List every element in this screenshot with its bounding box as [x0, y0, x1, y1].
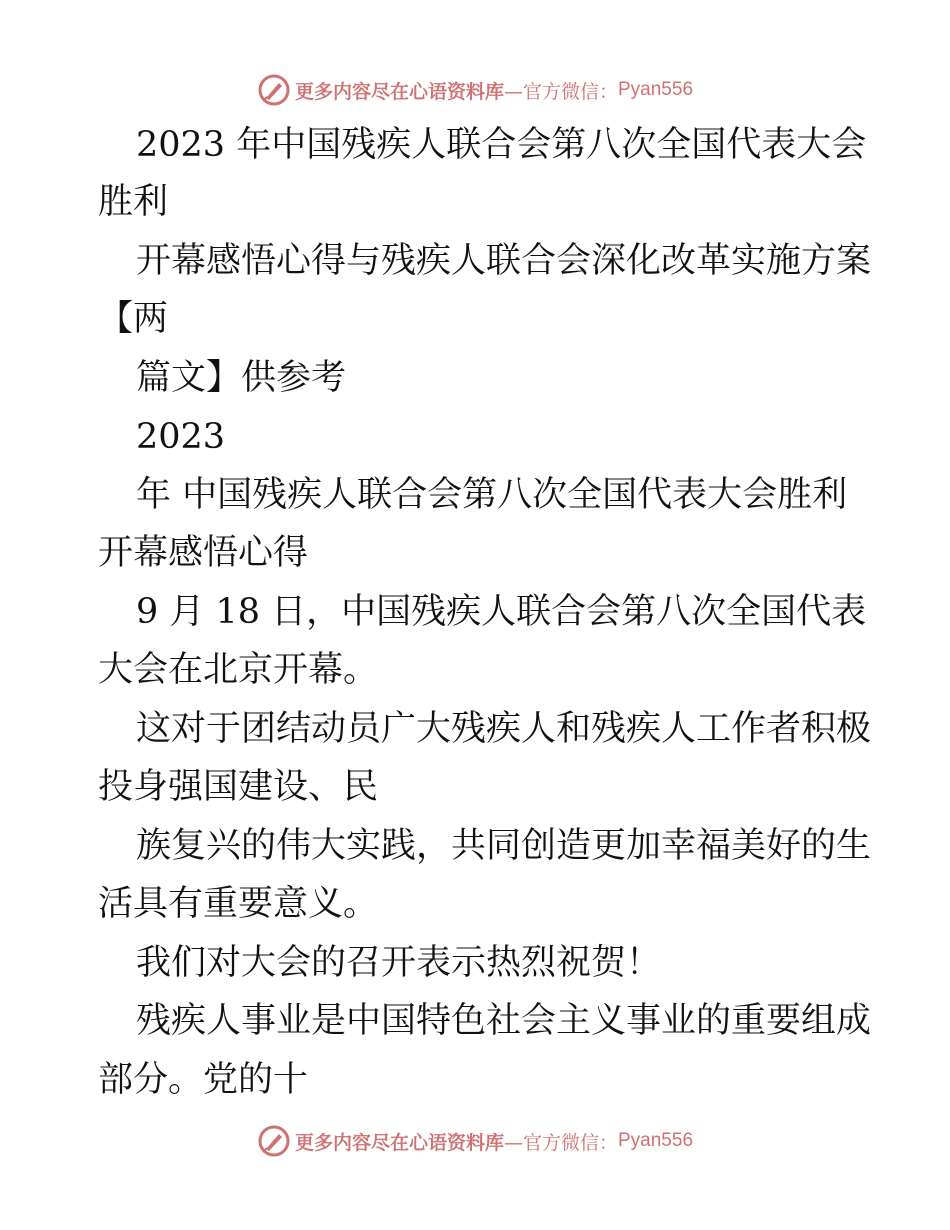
- text-line: 年 中国残疾人联合会第八次全国代表大会胜利: [136, 475, 848, 515]
- footer-watermark: [0, 1121, 950, 1161]
- watermark-site-text: 更多内容尽在心语资料库: [294, 1131, 504, 1154]
- text-line: 族复兴的伟大实践，共同创造更加幸福美好的生: [136, 826, 872, 866]
- text-line: 部分。党的十: [98, 1060, 309, 1100]
- watermark-site-text: 更多内容尽在心语资料库: [294, 80, 504, 103]
- text-line: 投身强国建设、民: [98, 767, 379, 807]
- quill-logo-icon: [257, 1124, 291, 1158]
- text-line: 开幕感悟心得: [98, 533, 309, 573]
- text-line: 大会在北京开幕。: [98, 650, 379, 690]
- watermark-wechat-id: Pyan556: [618, 79, 694, 100]
- text-line: 我们对大会的召开表示热烈祝贺！: [136, 943, 662, 983]
- text-line: 这对于团结动员广大残疾人和残疾人工作者积极: [136, 709, 872, 749]
- header-watermark: [0, 70, 950, 110]
- text-line: 活具有重要意义。: [98, 884, 379, 924]
- text-line: 残疾人事业是中国特色社会主义事业的重要组成: [136, 1001, 872, 1041]
- text-line: 【两: [98, 299, 169, 339]
- watermark-wechat-id: Pyan556: [618, 1130, 694, 1151]
- text-line: 开幕感悟心得与残疾人联合会深化改革实施方案: [136, 241, 872, 281]
- watermark-wechat-label: —官方微信：: [503, 1131, 618, 1154]
- watermark-wechat-label: —官方微信：: [503, 80, 618, 103]
- text-line: 2023 年中国残疾人联合会第八次全国代表大会: [136, 125, 867, 165]
- text-line: 2023: [136, 417, 226, 457]
- quill-logo-icon: [257, 73, 291, 107]
- text-line: 9 月 18 日，中国残疾人联合会第八次全国代表: [136, 592, 867, 632]
- text-line: 胜利: [98, 182, 169, 222]
- text-line: 篇文】供参考: [136, 358, 347, 398]
